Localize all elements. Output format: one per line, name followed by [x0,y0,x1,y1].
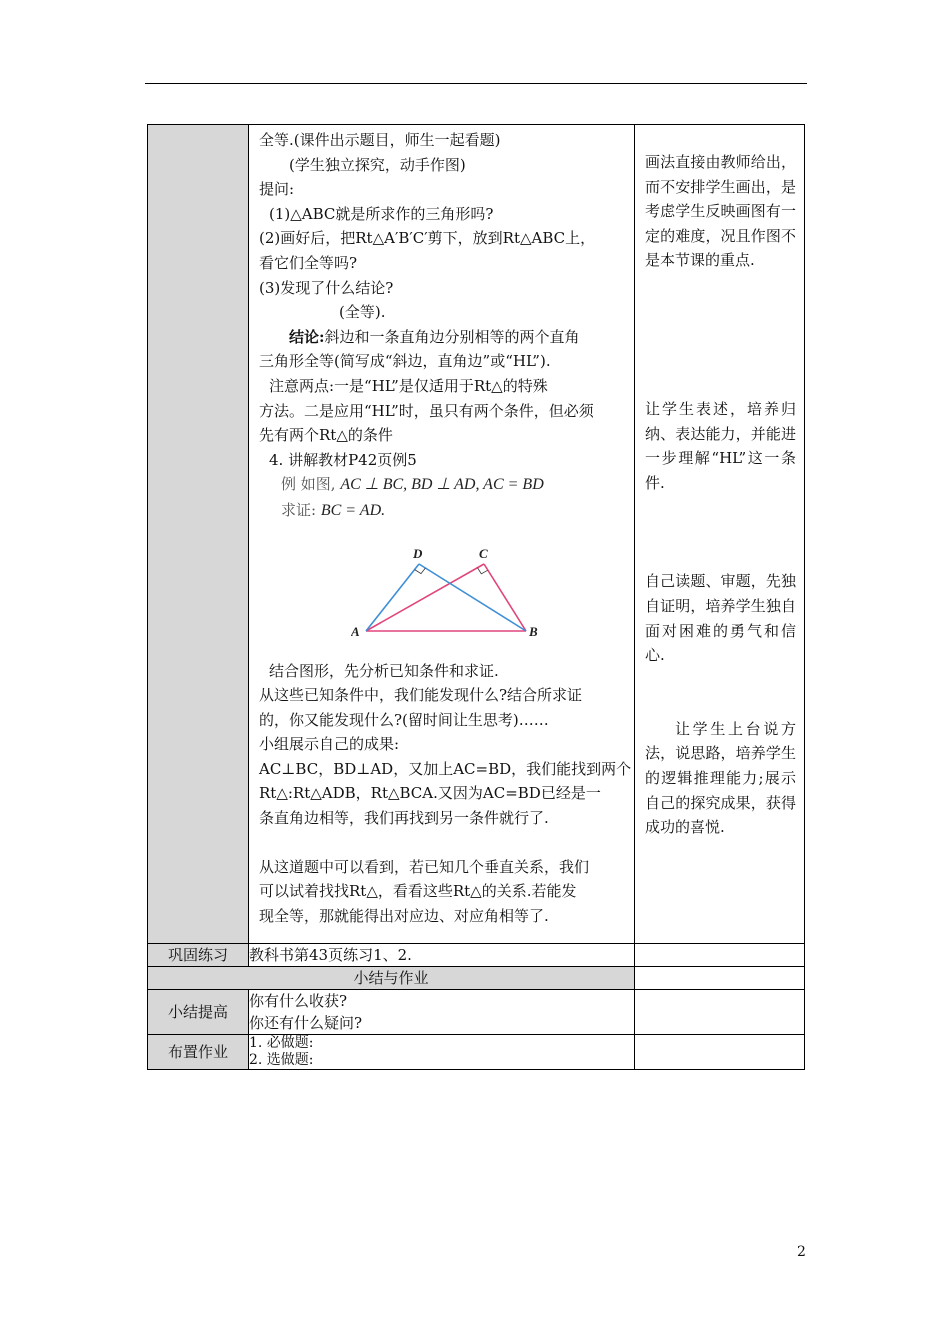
text-line: (学生独立探究，动手作图) [289,155,466,174]
prove-math: BC = AD. [320,501,386,519]
summary-note-cell [635,990,805,1035]
example-prefix: 例 如图, [281,475,336,494]
conclusion-label: 结论: [289,327,325,346]
design-note: 让学生表述，培养归纳、表达能力，并能进一步理解“HL”这一条件. [645,399,796,492]
label-b: B [529,623,538,639]
text-line: (2)画好后，把Rt△A′B′C′剪下，放到Rt△ABC上， [259,229,596,248]
conclusion-text: 斜边和一条直角边分别相等的两个直角 [324,327,580,346]
text-line: 结合图形，先分析已知条件和求证. [269,661,499,680]
segment-db [419,564,526,631]
lesson-plan-table [147,124,805,1070]
text-line: 看它们全等吗? [259,253,358,272]
homework-item: 2. 选做题: [249,1052,314,1068]
text-line: 先有两个Rt△的条件 [259,426,393,445]
practice-label: 巩固练习 [148,944,249,967]
process-row [148,125,805,944]
label-a: A [351,623,360,639]
text-line: Rt△:Rt△ADB，Rt△BCA.又因为AC=BD已经是一 [259,784,601,803]
label-d: D [413,545,423,561]
conclusion-line [259,325,628,350]
text-line: (1)△ABC就是所求作的三角形吗? [269,204,494,223]
right-angle-mark-d [415,568,426,574]
example-prove [259,498,628,524]
text-line: (全等). [339,303,386,322]
summary-row [148,990,805,1035]
summary-header: 小结与作业 [148,967,635,990]
text-line: 三角形全等(简写成“斜边，直角边”或“HL”). [259,352,551,371]
page-number: 2 [797,1244,806,1260]
homework-row [148,1035,805,1070]
text-line: 从这些已知条件中，我们能发现什么?结合所求证 [259,686,583,705]
homework-label: 布置作业 [148,1035,249,1070]
process-content-cell [249,125,635,944]
example-math: AC ⊥ BC, BD ⊥ AD, AC = BD [340,476,544,494]
text-line: 现全等，那就能得出对应边、对应角相等了. [259,906,549,925]
design-note: 让学生上台说方法，说思路，培养学生的逻辑推理能力;展示自己的探究成果，获得成功的喜悦. [645,719,796,837]
homework-note-cell [635,1035,805,1070]
summary-header-row [148,967,805,990]
summary-label: 小结提高 [148,990,249,1035]
text-line: 可以试着找找Rt△，看看这些Rt△的关系.若能发 [259,882,577,901]
homework-item: 1. 必做题: [249,1035,314,1051]
text-line: (3)发现了什么结论? [259,278,394,297]
text-line: 从这道题中可以看到，若已知几个垂直关系，我们 [259,857,590,876]
process-label-cell [148,125,249,944]
text-line: 提问: [259,180,295,199]
triangle-figure [259,524,628,659]
example-statement [259,472,628,498]
text-line: 小组展示自己的成果: [259,735,400,754]
segment-ad [366,564,419,631]
practice-row [148,944,805,967]
header-rule [145,83,807,84]
summary-question: 你有什么收获? [249,992,348,1010]
summary-content [249,990,635,1035]
text-line: 注意两点:一是“HL”是仅适用于Rt△的特殊 [269,376,548,395]
practice-note-cell [635,944,805,967]
text-line: 方法。二是应用“HL”时，虽只有两个条件，但必须 [259,401,594,420]
segment-ac [366,564,484,631]
summary-question: 你还有什么疑问? [249,1014,363,1032]
text-line: 4. 讲解教材P42页例5 [269,450,417,469]
text-line: 条直角边相等，我们再找到另一条件就行了. [259,809,549,828]
design-note: 画法直接由教师给出，而不安排学生画出，是考虑学生反映画图有一定的难度，况且作图不是本节课的重点. [645,153,796,270]
homework-content [249,1035,635,1070]
text-line: 全等.(课件出示题目，师生一起看题) [259,131,501,149]
text-line: AC⊥BC，BD⊥AD，又加上AC=BD，我们能找到两个 [259,759,632,778]
label-c: C [479,545,488,561]
text-line: 的，你又能发现什么?(留时间让生思考)…… [259,710,549,729]
design-intent-cell [635,125,805,944]
design-note: 自己读题、审题，先独自证明，培养学生独自面对困难的勇气和信心. [645,572,796,665]
practice-content: 教科书第43页练习1、2. [249,944,635,967]
segment-cb [484,564,526,631]
prove-prefix: 求证: [281,500,317,519]
triangle-diagram [351,536,541,646]
summary-header-note-cell [635,967,805,990]
